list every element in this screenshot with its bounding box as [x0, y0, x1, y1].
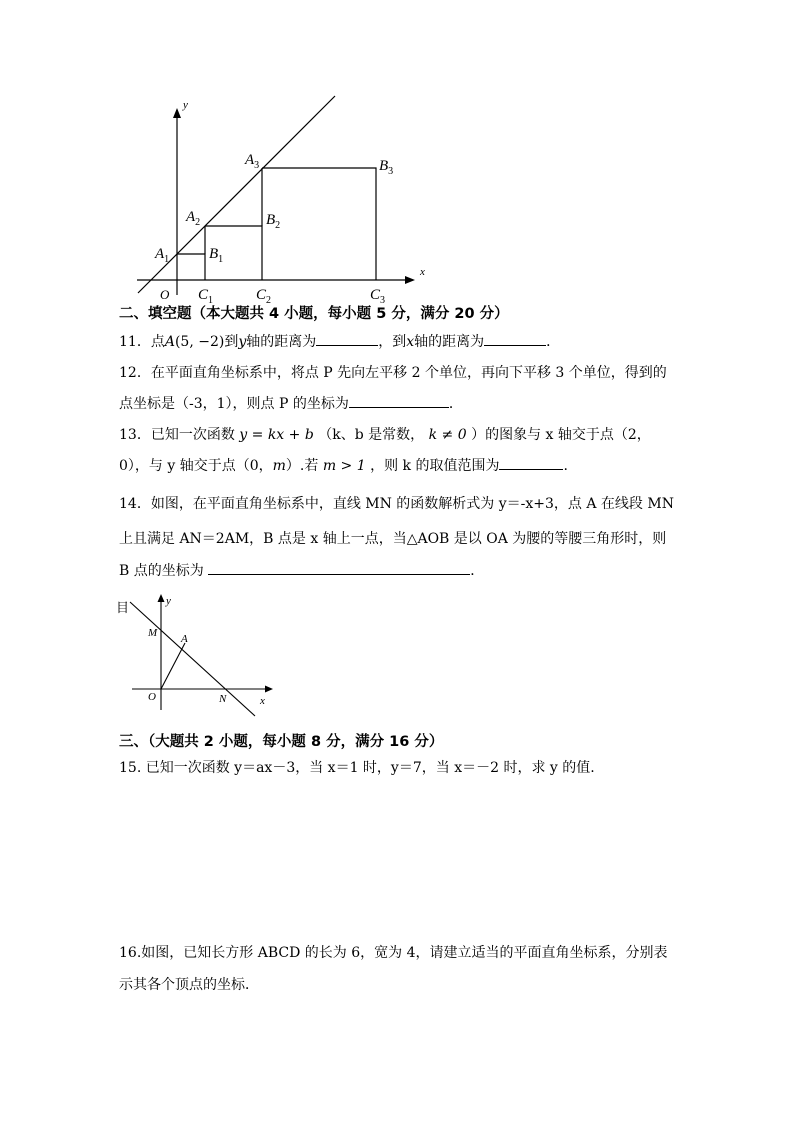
label-C2: $C_2$: [256, 287, 272, 305]
x-axis-arrow-icon: [405, 276, 415, 284]
answer-blank[interactable]: [499, 457, 563, 470]
label-B2: $B_2$: [266, 212, 281, 231]
label-x: x: [420, 266, 425, 278]
segment-oa: [161, 643, 185, 689]
label-N: N: [219, 693, 227, 705]
question-13-line1: 13．已知一次函数 y = kx + b （k、b 是常数， k ≠ 0 ）的图象与 x 轴交于点（2，: [119, 427, 651, 443]
label-M: M: [148, 627, 158, 639]
label-B3: $B_3$: [379, 158, 394, 177]
question-14-line2: 上且满足 AN＝2AM，B 点是 x 轴上一点，当△AOB 是以 OA 为腰的等腰三角形时，则: [119, 531, 667, 547]
label-B1: $B_1$: [209, 246, 224, 265]
label-A: A: [181, 633, 188, 645]
answer-blank[interactable]: [208, 562, 470, 575]
label-y: y: [166, 595, 171, 607]
label-y: y: [183, 99, 188, 111]
answer-blank[interactable]: [316, 333, 378, 346]
question-12-line2: 点坐标是（-3，1），则点 P 的坐标为 ．: [119, 396, 463, 412]
section-2-heading: 二、填空题（本大题共 4 小题，每小题 5 分，满分 20 分）: [119, 306, 509, 322]
question-16-line2: 示其各个顶点的坐标．: [119, 977, 259, 993]
question-15: 15. 已知一次函数 y＝ax－3，当 x＝1 时，y＝7，当 x＝－2 时，求 y 的值.: [119, 760, 595, 776]
question-12-line1: 12．在平面直角坐标系中，将点 P 先向左平移 2 个单位，再向下平移 3 个单位，得到的: [119, 365, 667, 381]
label-A2: $A_2$: [186, 209, 201, 228]
label-C3: $C_3$: [370, 287, 386, 305]
y-axis-arrow-icon: [173, 108, 181, 118]
label-A1: $A_1$: [155, 246, 170, 265]
x-axis-arrow-icon: [265, 686, 273, 693]
y-axis-arrow-icon: [158, 594, 165, 602]
label-O: O: [148, 691, 156, 703]
margin-char: 目: [116, 600, 130, 615]
section-3-heading: 三、（大题共 2 小题，每小题 8 分，满分 16 分）: [119, 734, 444, 750]
label-C1: $C_1$: [198, 287, 214, 305]
square-1: [177, 254, 205, 280]
question-13-line2: 0），与 y 轴交于点（0，m）.若 m > 1 ，则 k 的取值范围为 .: [119, 458, 568, 474]
staircase-figure: [130, 90, 430, 305]
answer-blank[interactable]: [349, 395, 449, 408]
label-origin: O: [160, 287, 170, 302]
label-A3: $A_3$: [245, 152, 260, 171]
label-x: x: [260, 695, 265, 707]
question-11: 11．点A(5, −2)到y轴的距离为 ，到x轴的距离为 ．: [119, 334, 561, 350]
question-14-line3: B 点的坐标为 ．: [119, 563, 485, 579]
question-16-line1: 16.如图，已知长方形 ABCD 的长为 6，宽为 4，请建立适当的平面直角坐标系，分别表: [119, 945, 668, 961]
question-14-line1: 14．如图，在平面直角坐标系中，直线 MN 的函数解析式为 y＝-x+3，点 A 在线段 MN: [119, 496, 674, 512]
answer-blank[interactable]: [484, 333, 546, 346]
mn-line-figure: [116, 592, 276, 717]
